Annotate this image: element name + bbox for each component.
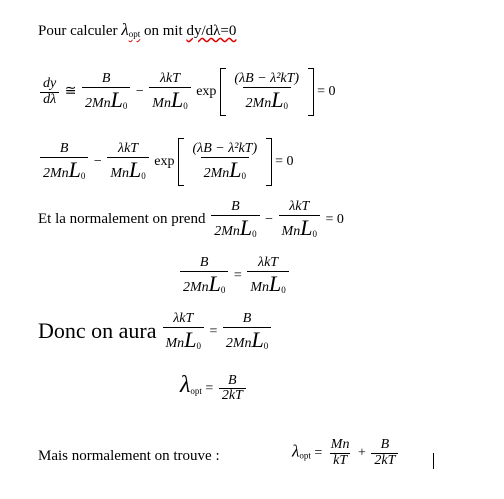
equation-equality: [178, 256, 291, 295]
denominator: MnL$_0$: [163, 327, 204, 352]
denominator: 2MnL$_0$: [243, 87, 291, 112]
numerator: B: [59, 141, 69, 157]
numerator: B: [101, 71, 111, 87]
opt-subscript: opt: [128, 29, 141, 39]
derivative-condition: dy/dλ=0: [186, 23, 237, 39]
numerator: λkT: [289, 199, 310, 214]
prend-line: Et la normalement on prend $\frac{B}{2MnL_0}$ − $\frac{\text{λkT}}{MnL_0}$ = 0: [38, 199, 344, 240]
denominator: kT: [330, 453, 350, 469]
fraction-lkt-over-mnl0: [107, 142, 148, 181]
denominator: MnL$_0$: [107, 157, 148, 182]
exp-function: exp: [154, 154, 175, 170]
numerator: Mn: [330, 437, 350, 452]
equals-sign: =: [233, 267, 242, 283]
denominator: 2MnL$_0$: [223, 327, 271, 352]
lambda-symbol: λ: [121, 20, 129, 39]
fraction-exponent: [231, 72, 302, 111]
text-cursor: [433, 453, 434, 469]
equation-set-zero: $\frac{B}{2MnL_0}$ − $\frac{\text{λkT}}{MnL_0}$ exp $\frac{\text{(λB − λ²kT)}}{2MnL_0}$ = 0: [38, 138, 294, 186]
fraction-lkt-over-mnl0: [149, 72, 190, 111]
intro-mid: on mit: [143, 23, 183, 39]
donc-text: Donc on aura: [38, 318, 157, 344]
denominator: 2MnL$_0$: [180, 271, 228, 296]
fraction-b-over-2mnl0: [40, 142, 88, 181]
fraction-b-over-2kt: [371, 438, 398, 468]
intro-line: [38, 20, 236, 40]
equals-sign: =: [314, 445, 323, 461]
denominator: MnL$_0$: [279, 215, 320, 240]
plus-sign: +: [357, 445, 366, 461]
denominator: MnL$_0$: [247, 271, 288, 296]
approx-sign: ≅: [64, 84, 77, 100]
mais-text: Mais normalement on trouve :: [38, 448, 220, 464]
opt-subscript: opt: [299, 450, 311, 461]
right-bracket: [308, 68, 314, 116]
intro-prefix: Pour calculer: [38, 23, 118, 39]
fraction-exponent: [189, 142, 260, 181]
numerator: (λB − λ²kT): [192, 141, 258, 157]
numerator: B: [228, 372, 237, 388]
denominator: 2kT: [371, 453, 398, 469]
fraction-dy-dlambda: [40, 77, 59, 107]
fraction-b-over-2mnl0: [82, 72, 130, 111]
numerator: B: [380, 437, 390, 452]
numerator: B: [242, 311, 252, 326]
numerator: B: [231, 199, 240, 214]
lambda-symbol: λ: [180, 372, 191, 398]
opt-subscript: opt: [190, 386, 202, 396]
lambda-opt-expected: [292, 438, 400, 468]
left-bracket: [178, 138, 184, 186]
equals-zero: = 0: [275, 154, 294, 170]
fraction-b-over-2mnl0: [223, 312, 271, 351]
denominator: 2MnL$_0$: [82, 87, 130, 112]
denominator: 2MnL$_0$: [40, 157, 88, 182]
mais-line: [38, 448, 220, 465]
numerator: B: [199, 255, 209, 270]
denominator: 2kT: [219, 388, 246, 404]
fraction-b-over-2kt: [219, 374, 246, 404]
fraction-b-over-2mnl0: [211, 200, 259, 239]
equals-zero: = 0: [317, 84, 336, 100]
denominator: 2MnL$_0$: [201, 157, 249, 182]
fraction-lkt-over-mnl0: [279, 200, 320, 239]
numerator: (λB − λ²kT): [234, 71, 300, 87]
lambda-symbol: λ: [292, 441, 300, 461]
denominator: 2MnL$_0$: [211, 215, 259, 240]
prend-text: Et la normalement on prend: [38, 210, 206, 227]
fraction-lkt-over-mnl0: [247, 256, 288, 295]
right-bracket: [266, 138, 272, 186]
fraction-b-over-2mnl0: [180, 256, 228, 295]
equals-zero: = 0: [325, 211, 344, 227]
numerator: λkT: [258, 255, 279, 270]
fraction-mn-over-kt: [328, 438, 353, 468]
lambda-opt-result: [180, 372, 248, 404]
equals-sign: =: [209, 323, 218, 339]
exp-function: exp: [196, 84, 217, 100]
denominator: MnL$_0$: [149, 87, 190, 112]
denominator: dλ: [40, 92, 59, 108]
equation-derivative: $\frac{dy}{d\lambda}$ ≅ $\frac{B}{2MnL_0}$ − $\frac{\text{λkT}}{MnL_0}$ exp $\frac{\text{(λB − λ²kT)}}{2MnL_0}$ = 0: [38, 68, 335, 116]
equals-sign: =: [205, 381, 214, 396]
numerator: dy: [43, 75, 57, 91]
donc-line: [38, 312, 273, 351]
numerator: λkT: [173, 311, 194, 326]
numerator: λkT: [159, 71, 181, 87]
fraction-lkt-over-mnl0: [163, 312, 204, 351]
numerator: λkT: [118, 141, 139, 157]
left-bracket: [220, 68, 226, 116]
